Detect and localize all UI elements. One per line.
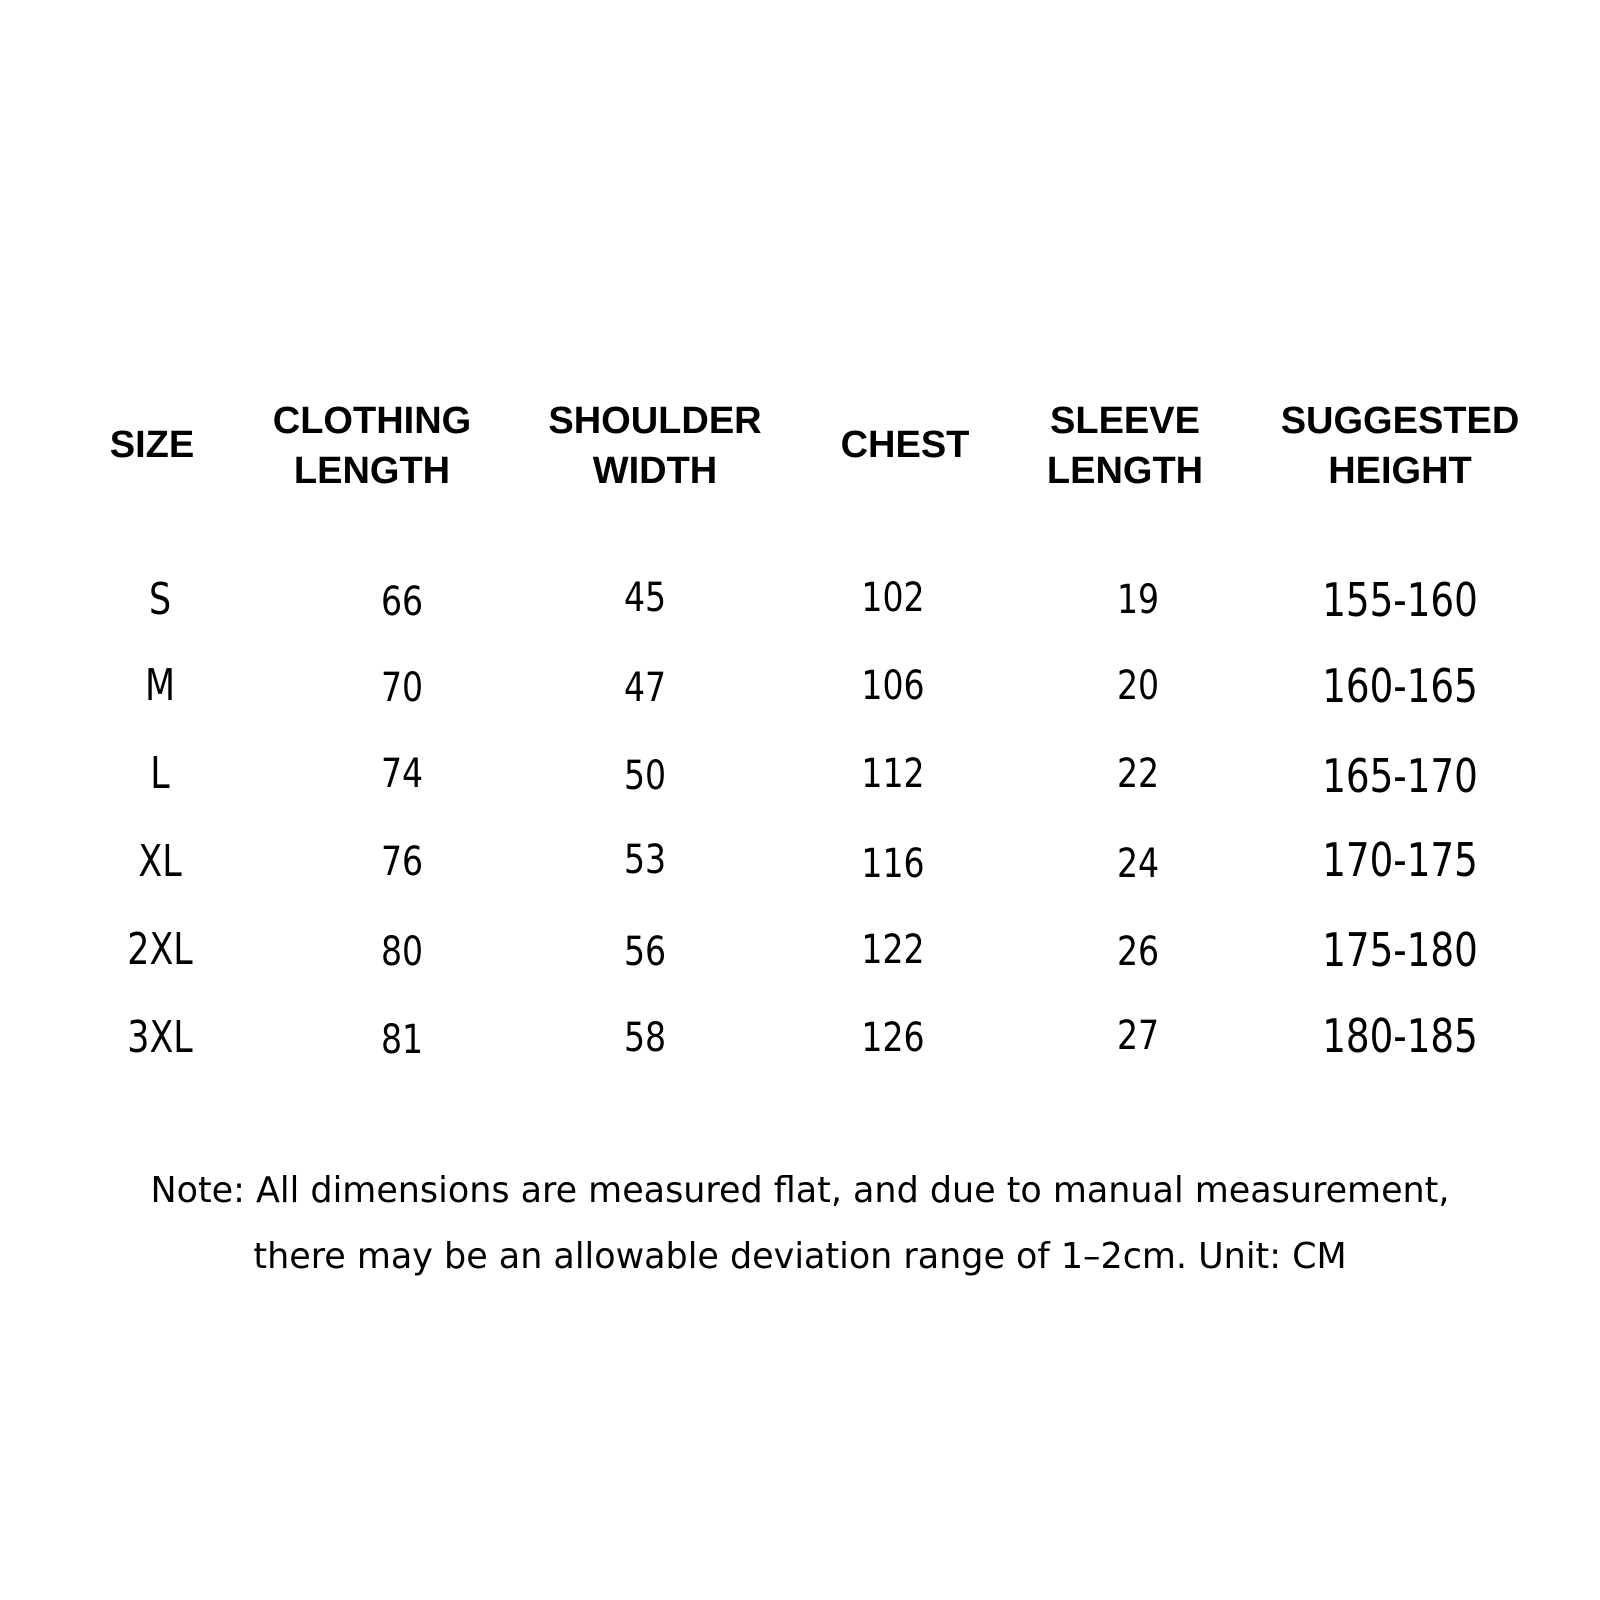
cell-shoulder-width: 53 — [623, 837, 667, 883]
cell-sleeve-length: 26 — [1116, 929, 1160, 975]
cell-clothing-length: 66 — [380, 579, 424, 625]
cell-chest: 122 — [861, 927, 925, 973]
cell-sleeve-length: 27 — [1116, 1013, 1160, 1059]
cell-size: S — [148, 574, 172, 625]
cell-shoulder-width: 58 — [623, 1015, 667, 1061]
note-line-1: Note: All dimensions are measured flat, and due to manual measurement, — [150, 1170, 1450, 1211]
header-size: SIZE — [109, 424, 195, 466]
cell-size: XL — [138, 836, 182, 887]
cell-clothing-length: 70 — [380, 665, 424, 711]
cell-suggested-height: 165-170 — [1322, 749, 1478, 803]
cell-chest: 112 — [861, 751, 925, 797]
cell-shoulder-width: 47 — [623, 665, 667, 711]
cell-suggested-height: 155-160 — [1322, 573, 1478, 627]
header-clothing-length: CLOTHING LENGTH — [272, 400, 472, 492]
cell-sleeve-length: 22 — [1116, 751, 1160, 797]
cell-chest: 102 — [861, 575, 925, 621]
cell-shoulder-width: 56 — [623, 929, 667, 975]
cell-clothing-length: 74 — [380, 751, 424, 797]
cell-clothing-length: 76 — [380, 839, 424, 885]
cell-suggested-height: 170-175 — [1322, 833, 1478, 887]
measurement-note — [24, 1158, 1576, 1290]
header-shoulder-width: SHOULDER WIDTH — [548, 400, 762, 492]
cell-clothing-length: 81 — [380, 1017, 424, 1063]
cell-suggested-height: 180-185 — [1322, 1009, 1478, 1063]
cell-size: 2XL — [127, 924, 193, 975]
cell-clothing-length: 80 — [380, 929, 424, 975]
cell-size: M — [144, 660, 176, 711]
cell-chest: 116 — [861, 841, 925, 887]
header-chest: CHEST — [840, 424, 970, 466]
cell-shoulder-width: 45 — [623, 575, 667, 621]
cell-sleeve-length: 20 — [1116, 663, 1160, 709]
cell-shoulder-width: 50 — [623, 753, 667, 799]
cell-chest: 106 — [861, 663, 925, 709]
note-line-2: there may be an allowable deviation range of 1–2cm. Unit: CM — [253, 1236, 1347, 1277]
cell-suggested-height: 160-165 — [1322, 659, 1478, 713]
cell-sleeve-length: 19 — [1116, 577, 1160, 623]
cell-size: L — [150, 748, 170, 799]
cell-chest: 126 — [861, 1015, 925, 1061]
cell-sleeve-length: 24 — [1116, 841, 1160, 887]
header-sleeve-length: SLEEVE LENGTH — [1046, 400, 1204, 492]
cell-size: 3XL — [127, 1012, 193, 1063]
header-suggested-height: SUGGESTED HEIGHT — [1280, 400, 1520, 492]
cell-suggested-height: 175-180 — [1322, 923, 1478, 977]
